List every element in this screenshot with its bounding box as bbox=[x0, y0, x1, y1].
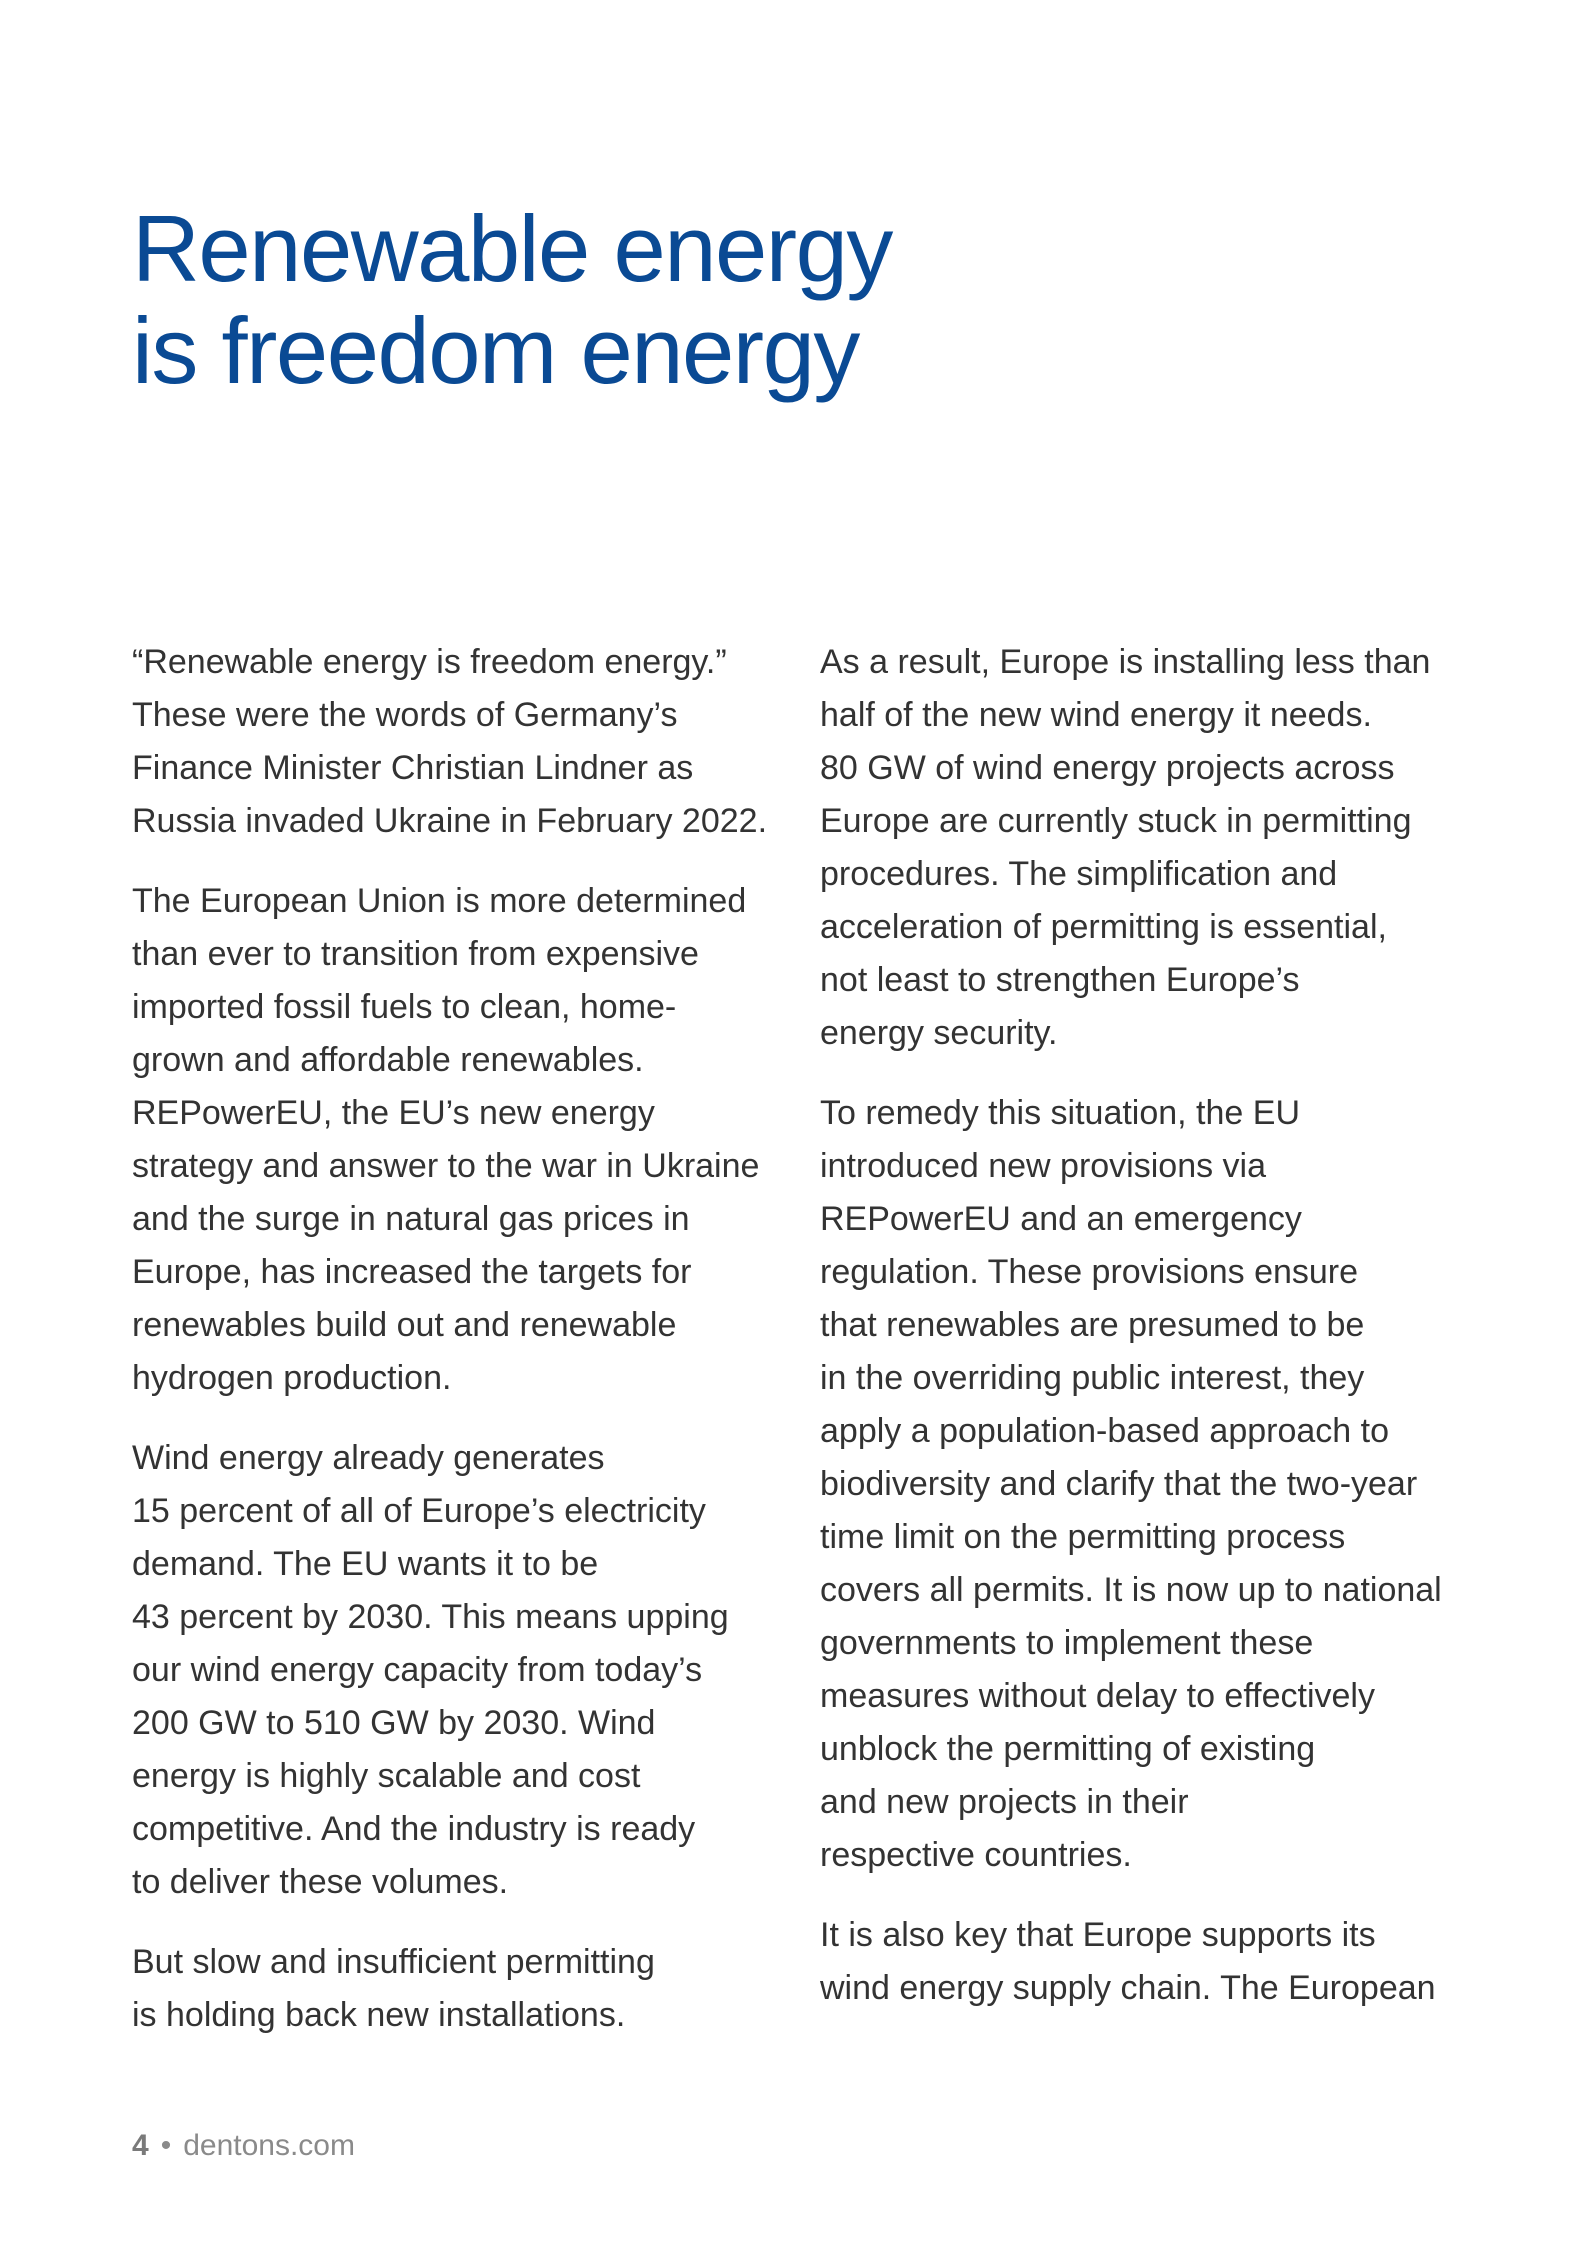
right-column-paragraph bbox=[820, 636, 1470, 1060]
text-line: 15 percent of all of Europe’s electricity bbox=[132, 1492, 706, 1530]
left-column-paragraph bbox=[132, 875, 782, 1405]
text-line: Europe are currently stuck in permitting bbox=[820, 802, 1412, 840]
text-line: competitive. And the industry is ready bbox=[132, 1810, 696, 1848]
text-line: biodiversity and clarify that the two-year bbox=[820, 1465, 1418, 1503]
right-column-paragraph bbox=[820, 1909, 1470, 2015]
page-title-line-2: is freedom energy bbox=[132, 298, 859, 403]
text-line: 200 GW to 510 GW by 2030. Wind bbox=[132, 1704, 656, 1742]
text-line: But slow and insufficient permitting bbox=[132, 1943, 655, 1981]
page-number: 4 bbox=[132, 2129, 149, 2162]
text-line: wind energy supply chain. The European bbox=[820, 1969, 1436, 2007]
text-line: than ever to transition from expensive bbox=[132, 935, 699, 973]
left-column-paragraph bbox=[132, 1936, 782, 2042]
text-line: demand. The EU wants it to be bbox=[132, 1545, 599, 1583]
text-line: to deliver these volumes. bbox=[132, 1863, 509, 1901]
text-line: procedures. The simplification and bbox=[820, 855, 1338, 893]
text-line: Wind energy already generates bbox=[132, 1439, 605, 1477]
footer-separator: • bbox=[160, 2129, 172, 2162]
left-column bbox=[132, 636, 782, 2069]
text-line: measures without delay to effectively bbox=[820, 1677, 1375, 1715]
text-line: respective countries. bbox=[820, 1836, 1132, 1874]
text-line: regulation. These provisions ensure bbox=[820, 1253, 1359, 1291]
text-line: Europe, has increased the targets for bbox=[132, 1253, 692, 1291]
text-line: energy is highly scalable and cost bbox=[132, 1757, 641, 1795]
page-title bbox=[132, 198, 892, 402]
text-line: and the surge in natural gas prices in bbox=[132, 1200, 690, 1238]
right-column-paragraph bbox=[820, 1087, 1470, 1882]
text-line: and new projects in their bbox=[820, 1783, 1189, 1821]
text-line: apply a population-based approach to bbox=[820, 1412, 1389, 1450]
footer-site-link[interactable]: dentons.com bbox=[183, 2129, 355, 2162]
text-line: 43 percent by 2030. This means upping bbox=[132, 1598, 729, 1636]
left-column-paragraph bbox=[132, 1432, 782, 1909]
text-line: in the overriding public interest, they bbox=[820, 1359, 1365, 1397]
text-line: These were the words of Germany’s bbox=[132, 696, 678, 734]
text-line: Finance Minister Christian Lindner as bbox=[132, 749, 694, 787]
text-line: strategy and answer to the war in Ukraine bbox=[132, 1147, 760, 1185]
text-line: hydrogen production. bbox=[132, 1359, 452, 1397]
text-line: time limit on the permitting process bbox=[820, 1518, 1346, 1556]
text-line: It is also key that Europe supports its bbox=[820, 1916, 1376, 1954]
text-line: As a result, Europe is installing less than bbox=[820, 643, 1431, 681]
text-line: Russia invaded Ukraine in February 2022. bbox=[132, 802, 768, 840]
page-footer bbox=[132, 2126, 355, 2166]
text-line: that renewables are presumed to be bbox=[820, 1306, 1365, 1344]
text-line: renewables build out and renewable bbox=[132, 1306, 677, 1344]
text-line: half of the new wind energy it needs. bbox=[820, 696, 1372, 734]
text-line: 80 GW of wind energy projects across bbox=[820, 749, 1395, 787]
text-line: “Renewable energy is freedom energy.” bbox=[132, 643, 727, 681]
text-line: grown and affordable renewables. bbox=[132, 1041, 644, 1079]
text-line: our wind energy capacity from today’s bbox=[132, 1651, 703, 1689]
text-line: To remedy this situation, the EU bbox=[820, 1094, 1301, 1132]
text-line: is holding back new installations. bbox=[132, 1996, 626, 2034]
right-column bbox=[820, 636, 1470, 2042]
text-line: REPowerEU and an emergency bbox=[820, 1200, 1302, 1238]
text-line: REPowerEU, the EU’s new energy bbox=[132, 1094, 655, 1132]
text-line: governments to implement these bbox=[820, 1624, 1314, 1662]
text-line: introduced new provisions via bbox=[820, 1147, 1267, 1185]
left-column-paragraph bbox=[132, 636, 782, 848]
text-line: imported fossil fuels to clean, home- bbox=[132, 988, 677, 1026]
text-line: not least to strengthen Europe’s bbox=[820, 961, 1300, 999]
page-title-line-1: Renewable energy bbox=[132, 196, 892, 301]
text-line: The European Union is more determined bbox=[132, 882, 747, 920]
text-line: energy security. bbox=[820, 1014, 1058, 1052]
text-line: unblock the permitting of existing bbox=[820, 1730, 1316, 1768]
text-line: covers all permits. It is now up to national bbox=[820, 1571, 1442, 1609]
text-line: acceleration of permitting is essential, bbox=[820, 908, 1387, 946]
